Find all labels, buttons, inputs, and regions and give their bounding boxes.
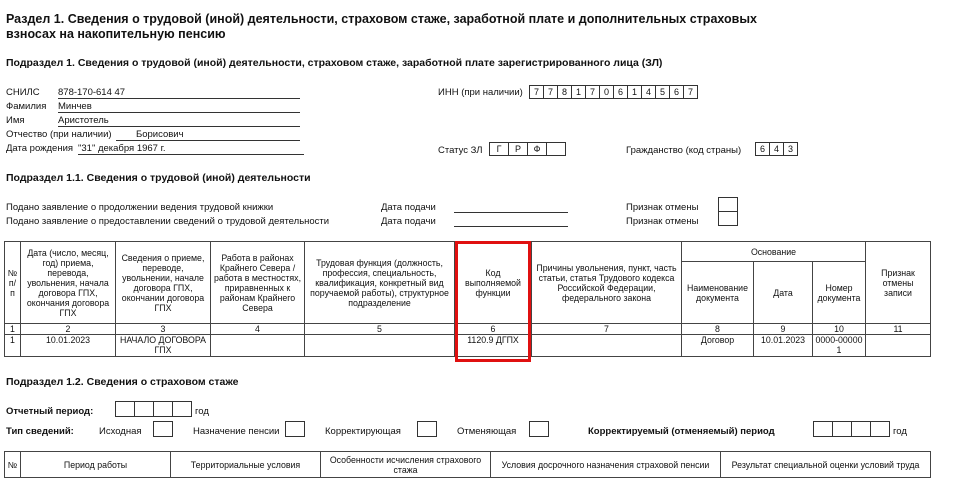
code-column-highlight (455, 241, 531, 362)
cancel-flag-label: Признак отмены (626, 216, 699, 227)
patronymic-value: Борисович (116, 129, 300, 141)
header-code: Код выполняемой функции (455, 242, 532, 324)
column-number: 11 (866, 324, 931, 335)
period-cell[interactable] (172, 401, 192, 417)
inn-digit: 0 (599, 85, 614, 99)
inn-digit: 7 (585, 85, 600, 99)
column-number: 8 (682, 324, 754, 335)
row-date: 10.01.2023 (21, 335, 116, 357)
corrected-period-cell[interactable] (832, 421, 852, 437)
type-cancelling-label: Отменяющая (457, 426, 517, 437)
application-info-label: Подано заявление о предоставлении сведений о трудовой деятельности (6, 216, 330, 227)
header-basis: Основание (682, 242, 866, 262)
inn-digit: 1 (627, 85, 642, 99)
cancel-flag-label: Признак отмены (626, 202, 699, 213)
header-num: № (5, 452, 21, 478)
citizenship-cell: 4 (769, 142, 784, 156)
status-cell: Г (489, 142, 509, 156)
column-number: 6 (455, 324, 532, 335)
header-territorial: Территориальные условия (171, 452, 321, 478)
subsection-11-title: Подраздел 1.1. Сведения о трудовой (иной) деятельности (6, 172, 311, 184)
column-number: 4 (211, 324, 305, 335)
reporting-period-label: Отчетный период: (6, 406, 94, 417)
info-type-label: Тип сведений: (6, 426, 74, 437)
type-corrective-label: Корректирующая (325, 426, 401, 437)
corrected-period-cell[interactable] (870, 421, 890, 437)
status-cells (489, 142, 566, 156)
corrected-period-label: Корректируемый (отменяемый) период (588, 426, 775, 437)
inn-digit: 7 (683, 85, 698, 99)
application-continue-label: Подано заявление о продолжении ведения трудовой книжки (6, 202, 274, 213)
period-cell[interactable] (153, 401, 173, 417)
column-number: 5 (305, 324, 455, 335)
inn-digit: 7 (529, 85, 544, 99)
inn-cells (529, 85, 698, 99)
type-original-label: Исходная (99, 426, 142, 437)
column-number: 2 (21, 324, 116, 335)
reporting-period-cells (115, 401, 192, 417)
corrected-period-cell[interactable] (851, 421, 871, 437)
column-number: 3 (116, 324, 211, 335)
type-cancelling-checkbox[interactable] (529, 421, 549, 437)
year-label: год (195, 406, 209, 417)
inn-digit: 6 (613, 85, 628, 99)
inn-digit: 8 (557, 85, 572, 99)
snils-label: СНИЛС (6, 87, 40, 98)
header-doc-num: Номер документа (813, 262, 866, 324)
header-sout: Результат специальной оценки условий труда (721, 452, 931, 478)
dob-label: Дата рождения (6, 143, 74, 154)
header-north: Работа в районах Крайнего Севера / работа в местностях, приравненных к районам Крайнего Севера (211, 242, 305, 324)
section-title: Раздел 1. Сведения о трудовой (иной) деятельности, страховом стаже, заработной плате и дополнительных страховых взносах на накопительную пенсию (6, 12, 757, 41)
status-cell: Р (508, 142, 528, 156)
header-function: Трудовая функция (должность, профессия, специальность, квалификация, конкретный вид поручаемой работы), структурное подразделение (305, 242, 455, 324)
header-info: Сведения о приеме, переводе, увольнении, начале договора ГПХ, окончании договора ГПХ (116, 242, 211, 324)
corrected-period-cells (813, 421, 890, 437)
snils-value: 878-170-614 47 (58, 87, 300, 99)
corrected-period-cell[interactable] (813, 421, 833, 437)
column-number: 7 (532, 324, 682, 335)
citizenship-cell: 6 (755, 142, 770, 156)
submission-date-label: Дата подачи (381, 216, 436, 227)
row-num: 1 (5, 335, 21, 357)
header-features: Особенности исчисления страхового стажа (321, 452, 491, 478)
surname-value: Минчев (58, 101, 300, 113)
inn-digit: 6 (669, 85, 684, 99)
type-pension-checkbox[interactable] (285, 421, 305, 437)
row-reasons (532, 335, 682, 357)
inn-digit: 1 (571, 85, 586, 99)
header-num: № п/п (5, 242, 21, 324)
citizenship-cell: 3 (783, 142, 798, 156)
column-number: 1 (5, 324, 21, 335)
type-original-checkbox[interactable] (153, 421, 173, 437)
header-doc-name: Наименование документа (682, 262, 754, 324)
period-cell[interactable] (115, 401, 135, 417)
subsection-1-title: Подраздел 1. Сведения о трудовой (иной) деятельности, страховом стаже, заработной плате зарегистрированного лица (ЗЛ) (6, 57, 663, 69)
row-doc-name: Договор (682, 335, 754, 357)
inn-digit: 7 (543, 85, 558, 99)
row-doc-num: 0000-00000 1 (813, 335, 866, 357)
cancel-flag-box[interactable] (718, 211, 738, 226)
submission-date-label: Дата подачи (381, 202, 436, 213)
name-label: Имя (6, 115, 25, 126)
inn-digit: 5 (655, 85, 670, 99)
status-label: Статус ЗЛ (438, 145, 483, 156)
patronymic-label: Отчество (при наличии) (6, 129, 112, 140)
cancel-flag-box[interactable] (718, 197, 738, 212)
inn-label: ИНН (при наличии) (438, 87, 523, 98)
row-doc-date: 10.01.2023 (754, 335, 813, 357)
surname-label: Фамилия (6, 101, 47, 112)
column-number: 10 (813, 324, 866, 335)
subsection-12-title: Подраздел 1.2. Сведения о страховом стаже (6, 376, 239, 388)
header-early: Условия досрочного назначения страховой пенсии (491, 452, 721, 478)
name-value: Аристотель (58, 115, 300, 127)
inn-digit: 4 (641, 85, 656, 99)
submission-date-line (454, 212, 568, 213)
header-date: Дата (число, месяц, год) приема, перевода, увольнения, начала договора ГПХ, окончания договора ГПХ (21, 242, 116, 324)
period-cell[interactable] (134, 401, 154, 417)
row-code: 1120.9 ДГПХ (455, 335, 532, 357)
row-info: НАЧАЛО ДОГОВОРА ГПХ (116, 335, 211, 357)
citizenship-cells (755, 142, 798, 156)
submission-date-line (454, 226, 568, 227)
status-cell: Ф (527, 142, 547, 156)
corrected-year-label: год (893, 426, 907, 437)
row-north (211, 335, 305, 357)
column-number: 9 (754, 324, 813, 335)
row-cancel (866, 335, 931, 357)
header-period: Период работы (21, 452, 171, 478)
insurance-experience-table (4, 451, 931, 478)
dob-value: "31" декабря 1967 г. (78, 143, 304, 155)
header-reasons: Причины увольнения, пункт, часть статьи, статья Трудового кодекса Российской Федерации, федерального закона (532, 242, 682, 324)
type-corrective-checkbox[interactable] (417, 421, 437, 437)
header-cancel: Признак отмены записи (866, 242, 931, 324)
type-pension-label: Назначение пенсии (193, 426, 280, 437)
citizenship-label: Гражданство (код страны) (626, 145, 742, 156)
header-doc-date: Дата (754, 262, 813, 324)
row-function (305, 335, 455, 357)
status-cell (546, 142, 566, 156)
